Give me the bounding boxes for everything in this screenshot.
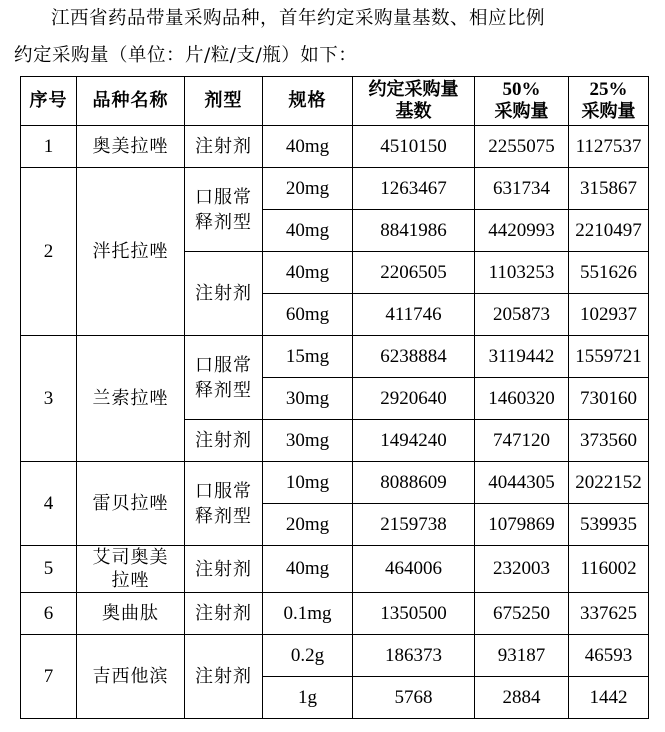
cell-50pct-qty: 675250 xyxy=(475,593,569,635)
cell-25pct-qty: 102937 xyxy=(569,294,649,336)
cell-drug-name xyxy=(77,546,185,593)
cell-50pct-qty: 2255075 xyxy=(475,126,569,168)
cell-25pct-qty: 337625 xyxy=(569,593,649,635)
dosage-form-line: 释剂型 xyxy=(195,379,252,401)
cell-base-qty: 5768 xyxy=(353,677,475,719)
cell-spec: 1g xyxy=(263,677,353,719)
cell-base-qty: 4510150 xyxy=(353,126,475,168)
table-row xyxy=(21,546,649,593)
cell-base-qty: 2159738 xyxy=(353,504,475,546)
cell-drug-name xyxy=(77,126,185,168)
cell-50pct-qty: 3119442 xyxy=(475,336,569,378)
cell-base-qty: 411746 xyxy=(353,294,475,336)
drug-name-line: 奥曲肽 xyxy=(102,603,159,624)
cell-seq: 2 xyxy=(21,168,77,336)
cell-25pct-qty: 1127537 xyxy=(569,126,649,168)
cell-50pct-qty: 4044305 xyxy=(475,462,569,504)
dosage-form-line: 注射剂 xyxy=(195,603,252,624)
cell-seq: 1 xyxy=(21,126,77,168)
table-row xyxy=(21,593,649,635)
cell-base-qty: 1350500 xyxy=(353,593,475,635)
drug-name-line: 泮托拉唑 xyxy=(92,241,169,262)
cell-seq: 5 xyxy=(21,546,77,593)
cell-drug-name xyxy=(77,635,185,719)
header-25pct: 25% 采购量 xyxy=(569,77,649,126)
cell-25pct-qty: 373560 xyxy=(569,420,649,462)
cell-spec: 30mg xyxy=(263,420,353,462)
cell-25pct-qty: 539935 xyxy=(569,504,649,546)
drug-name-line: 兰索拉唑 xyxy=(92,388,169,409)
table-row xyxy=(21,336,649,378)
cell-50pct-qty: 4420993 xyxy=(475,210,569,252)
cell-25pct-qty: 315867 xyxy=(569,168,649,210)
cell-dosage-form xyxy=(185,336,263,420)
cell-25pct-qty: 2022152 xyxy=(569,462,649,504)
cell-50pct-qty: 2884 xyxy=(475,677,569,719)
intro-paragraph xyxy=(14,0,654,74)
table-row xyxy=(21,462,649,504)
cell-base-qty: 464006 xyxy=(353,546,475,593)
cell-base-qty: 186373 xyxy=(353,635,475,677)
cell-dosage-form xyxy=(185,635,263,719)
dosage-form-line: 注射剂 xyxy=(195,666,252,687)
cell-seq: 3 xyxy=(21,336,77,462)
cell-dosage-form xyxy=(185,126,263,168)
table-row xyxy=(21,635,649,677)
drug-name-line: 奥美拉唑 xyxy=(92,136,169,157)
cell-spec: 20mg xyxy=(263,504,353,546)
dosage-form-line: 注射剂 xyxy=(195,430,252,451)
header-seq: 序号 xyxy=(21,77,77,126)
drug-name-line: 艾司奥美 xyxy=(92,547,169,568)
cell-50pct-qty: 1103253 xyxy=(475,252,569,294)
dosage-form-line: 注射剂 xyxy=(195,283,252,304)
procurement-table xyxy=(20,76,649,719)
cell-50pct-qty: 1460320 xyxy=(475,378,569,420)
cell-base-qty: 1494240 xyxy=(353,420,475,462)
cell-drug-name xyxy=(77,462,185,546)
cell-dosage-form xyxy=(185,168,263,252)
cell-base-qty: 1263467 xyxy=(353,168,475,210)
cell-spec: 0.1mg xyxy=(263,593,353,635)
cell-50pct-qty: 631734 xyxy=(475,168,569,210)
cell-seq: 4 xyxy=(21,462,77,546)
cell-spec: 40mg xyxy=(263,126,353,168)
cell-spec: 40mg xyxy=(263,546,353,593)
cell-seq: 6 xyxy=(21,593,77,635)
cell-25pct-qty: 116002 xyxy=(569,546,649,593)
intro-line-1: 江西省药品带量采购品种，首年约定采购量基数、相应比例 xyxy=(51,8,546,29)
cell-25pct-qty: 730160 xyxy=(569,378,649,420)
header-base: 约定采购量 基数 xyxy=(353,77,475,126)
cell-dosage-form xyxy=(185,462,263,546)
cell-50pct-qty: 93187 xyxy=(475,635,569,677)
cell-spec: 60mg xyxy=(263,294,353,336)
table-row xyxy=(21,168,649,210)
dosage-form-line: 释剂型 xyxy=(195,211,252,233)
drug-name-line: 雷贝拉唑 xyxy=(92,493,169,514)
table-row xyxy=(21,126,649,168)
cell-spec: 0.2g xyxy=(263,635,353,677)
cell-base-qty: 8088609 xyxy=(353,462,475,504)
cell-spec: 20mg xyxy=(263,168,353,210)
cell-seq: 7 xyxy=(21,635,77,719)
header-form: 剂型 xyxy=(185,77,263,126)
drug-name-line: 吉西他滨 xyxy=(92,666,169,687)
table-header-row xyxy=(21,77,649,126)
cell-25pct-qty: 551626 xyxy=(569,252,649,294)
dosage-form-line: 口服常 xyxy=(195,480,252,502)
cell-25pct-qty: 1559721 xyxy=(569,336,649,378)
cell-spec: 40mg xyxy=(263,210,353,252)
header-spec: 规格 xyxy=(263,77,353,126)
cell-25pct-qty: 46593 xyxy=(569,635,649,677)
dosage-form-line: 释剂型 xyxy=(195,505,252,527)
cell-50pct-qty: 1079869 xyxy=(475,504,569,546)
cell-drug-name xyxy=(77,336,185,462)
cell-25pct-qty: 1442 xyxy=(569,677,649,719)
cell-base-qty: 6238884 xyxy=(353,336,475,378)
cell-spec: 30mg xyxy=(263,378,353,420)
cell-base-qty: 2920640 xyxy=(353,378,475,420)
dosage-form-line: 口服常 xyxy=(195,186,252,208)
cell-25pct-qty: 2210497 xyxy=(569,210,649,252)
cell-drug-name xyxy=(77,168,185,336)
cell-base-qty: 8841986 xyxy=(353,210,475,252)
cell-spec: 10mg xyxy=(263,462,353,504)
dosage-form-line: 注射剂 xyxy=(195,558,252,580)
cell-50pct-qty: 747120 xyxy=(475,420,569,462)
header-50pct: 50% 采购量 xyxy=(475,77,569,126)
cell-drug-name xyxy=(77,593,185,635)
cell-base-qty: 2206505 xyxy=(353,252,475,294)
table-body xyxy=(21,126,649,719)
cell-dosage-form xyxy=(185,593,263,635)
drug-name-line: 拉唑 xyxy=(111,570,150,591)
dosage-form-line: 注射剂 xyxy=(195,136,252,157)
cell-dosage-form xyxy=(185,546,263,593)
cell-dosage-form xyxy=(185,252,263,336)
cell-dosage-form xyxy=(185,420,263,462)
cell-50pct-qty: 232003 xyxy=(475,546,569,593)
cell-spec: 15mg xyxy=(263,336,353,378)
dosage-form-line: 口服常 xyxy=(195,354,252,376)
cell-spec: 40mg xyxy=(263,252,353,294)
header-name: 品种名称 xyxy=(77,77,185,126)
cell-50pct-qty: 205873 xyxy=(475,294,569,336)
intro-line-2: 约定采购量（单位：片/粒/支/瓶）如下： xyxy=(14,45,358,66)
